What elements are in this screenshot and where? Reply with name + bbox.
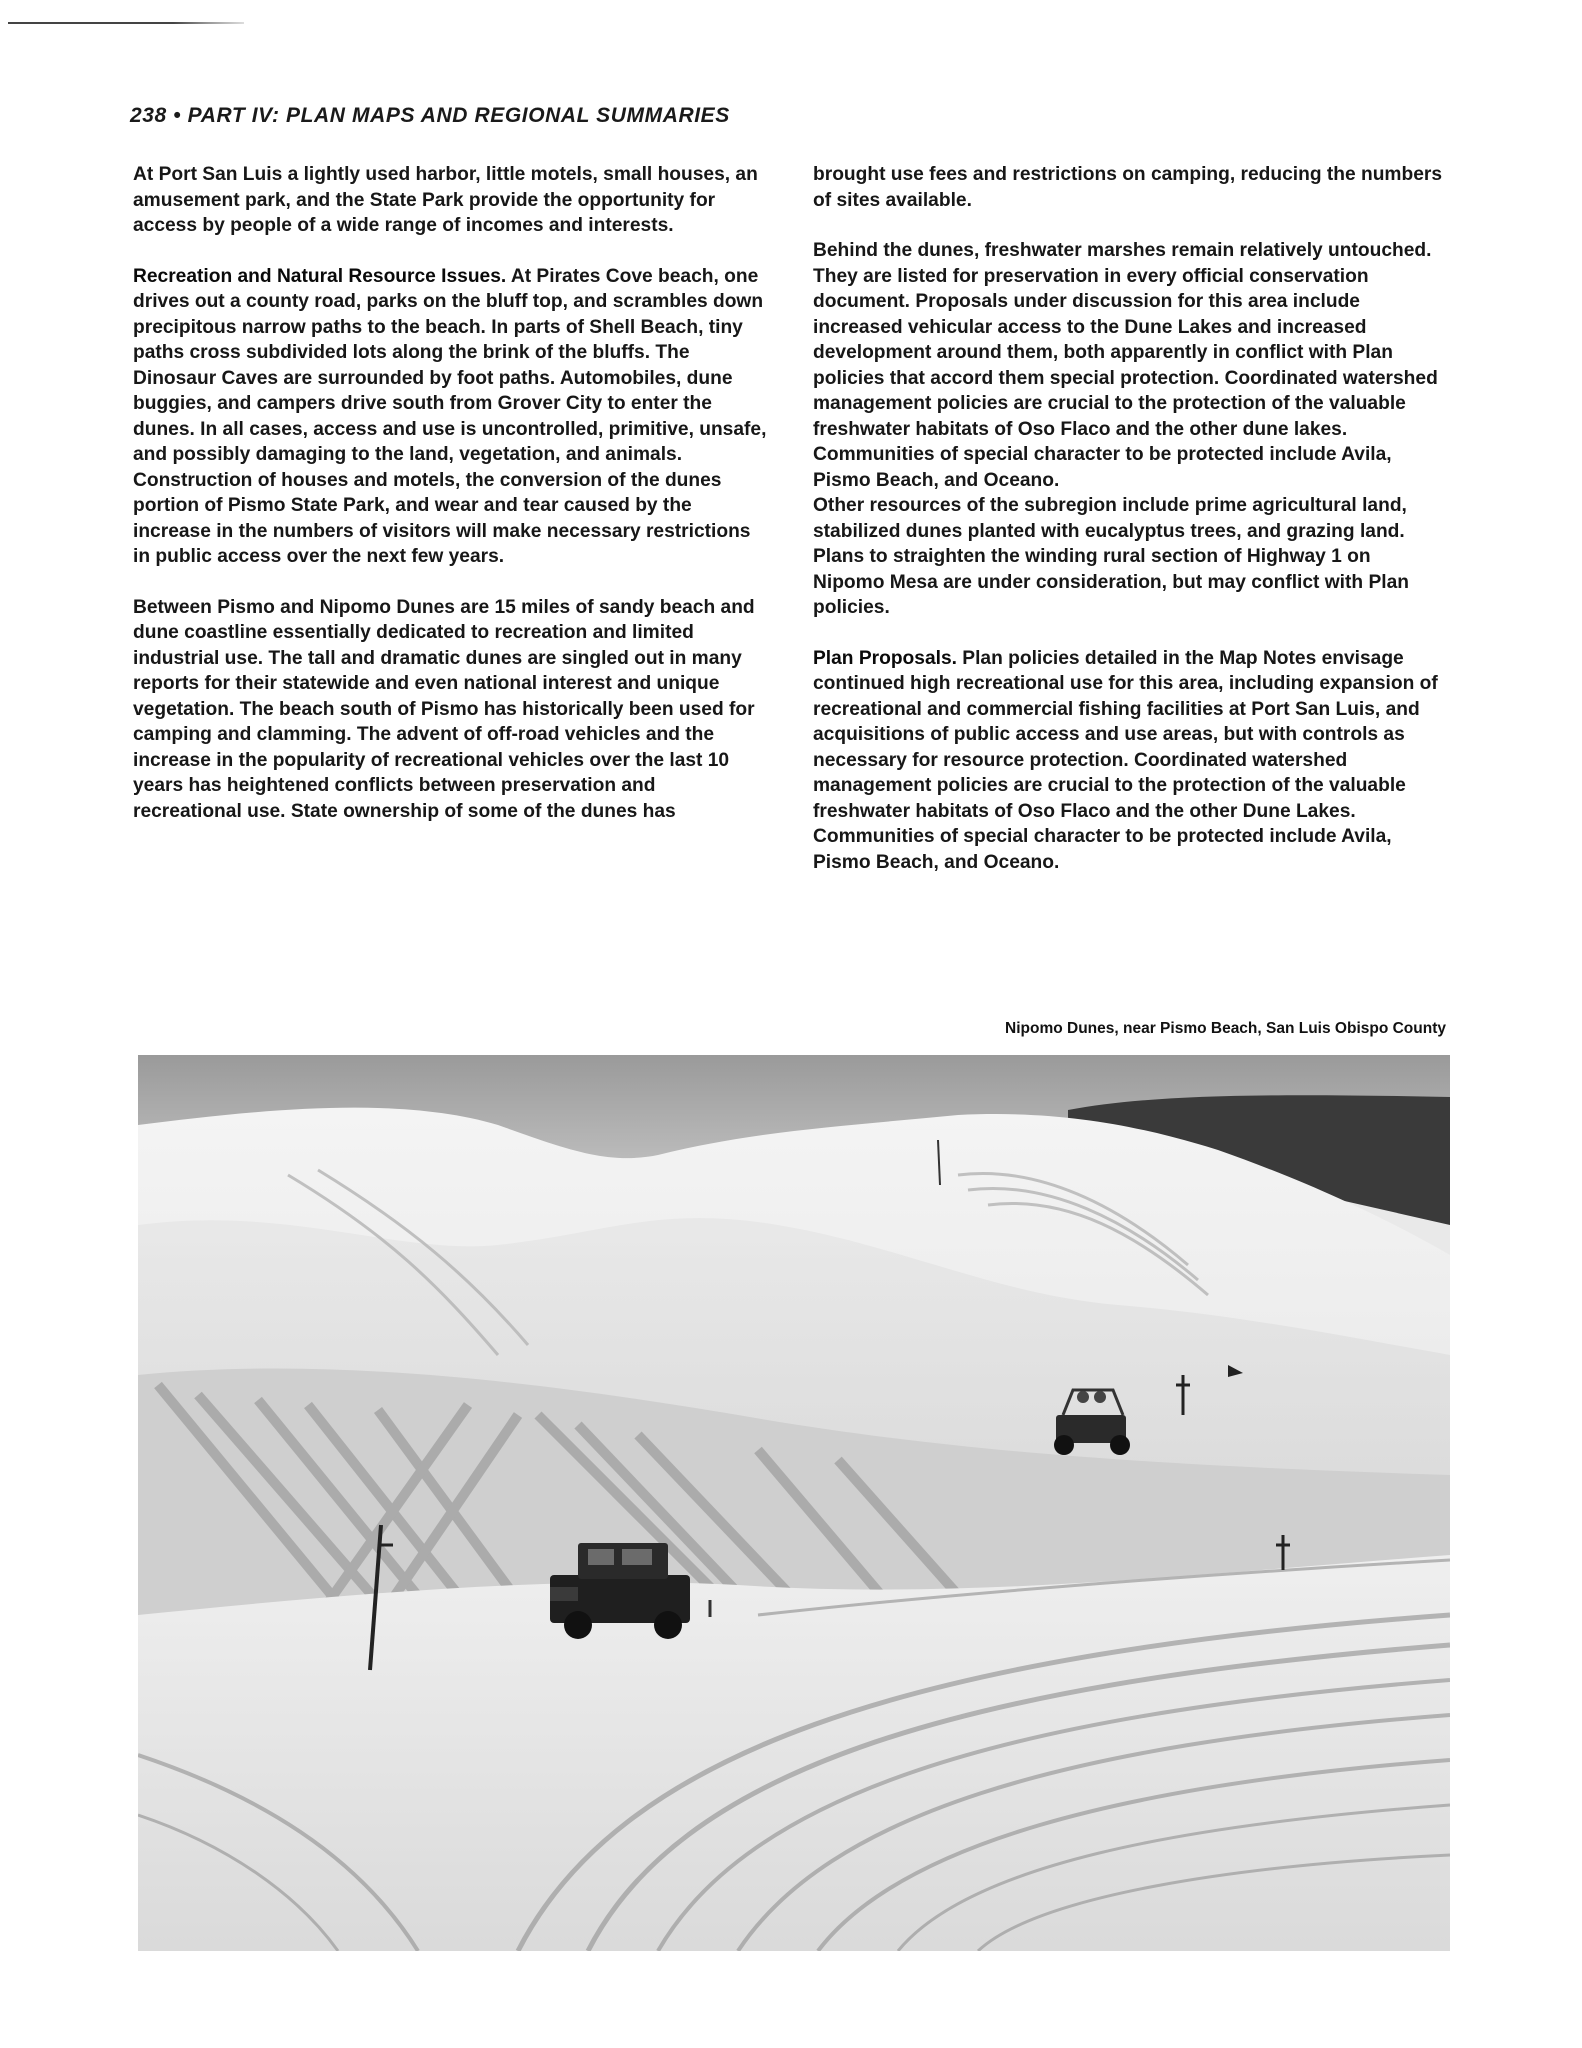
right-paragraph-2: Behind the dunes, freshwater marshes remain relatively untouched. They are listed for preservation in every official conservation document. Proposals under discussion for this area include increased vehicular access to the Dune Lakes and increased development around them, both apparently in conflict with Plan policies that accord them special protection. Coordinated watershed management policies are crucial to the protection of the valuable freshwater habitats of Oso Flaco and the other dune lakes. Communities of special character to be protected include Avila, Pismo Beach, and Oceano.: [813, 240, 1438, 491]
left-paragraph-1: At Port San Luis a lightly used harbor, little motels, small houses, an amusement park, and the State Park provide the opportunity for access by people of a wide range of incomes and interests.: [133, 164, 758, 236]
right-column: [813, 162, 1443, 900]
section-body-proposals: Plan policies detailed in the Map Notes envisage continued high recreational use for this area, including expansion of recreational and commercial fishing facilities at Port San Luis, and acquisitions of public access and use areas, but with controls as necessary for resource protection. Coordinated watershed management policies are crucial to the protection of the valuable freshwater habitats of Oso Flaco and the other Dune Lakes. Communities of special character to be protected include Avila, Pismo Beach, and Oceano.: [813, 647, 1438, 873]
right-paragraph-3: Other resources of the subregion include prime agricultural land, stabilized dunes planted with eucalyptus trees, and grazing land. Plans to straighten the winding rural section of Highway 1 on Nipomo Mesa are under consideration, but may conflict with Plan policies.: [813, 495, 1409, 618]
top-rule: [8, 22, 244, 24]
figure-caption: Nipomo Dunes, near Pismo Beach, San Luis Obispo County: [1005, 1020, 1446, 1037]
right-paragraph-4: [813, 646, 1443, 876]
section-heading-proposals: Plan Proposals.: [813, 647, 957, 669]
left-column: [133, 162, 768, 849]
running-head: 238 • PART IV: PLAN MAPS AND REGIONAL SUMMARIES: [130, 104, 730, 127]
left-paragraph-2: [133, 264, 768, 570]
section-heading-issues: Recreation and Natural Resource Issues.: [133, 265, 507, 287]
left-paragraph-3: Between Pismo and Nipomo Dunes are 15 miles of sandy beach and dune coastline essentially dedicated to recreation and limited industrial use. The tall and dramatic dunes are singled out in many reports for their statewide and even national interest and unique vegetation. The beach south of Pismo has historically been used for camping and clamming. The advent of off-road vehicles and the increase in the popularity of recreational vehicles over the last 10 years has heightened conflicts between preservation and recreational use. State ownership of some of the dunes has: [133, 596, 755, 822]
right-paragraph-1: brought use fees and restrictions on camping, reducing the numbers of sites available.: [813, 164, 1443, 211]
section-body-issues: At Pirates Cove beach, one drives out a county road, parks on the bluff top, and scrambles down precipitous narrow paths to the beach. In parts of Shell Beach, tiny paths cross subdivided lots along the brink of the bluffs. The Dinosaur Caves are surrounded by foot paths. Automobiles, dune buggies, and campers drive south from Grover City to enter the dunes. In all cases, access and use is uncontrolled, primitive, unsafe, and possibly damaging to the land, vegetation, and animals. Construction of houses and motels, the conversion of the dunes portion of Pismo State Park, and wear and tear caused by the increase in the numbers of visitors will make necessary restrictions in public access over the next few years.: [133, 265, 767, 567]
dunes-photo: [138, 1055, 1450, 1951]
